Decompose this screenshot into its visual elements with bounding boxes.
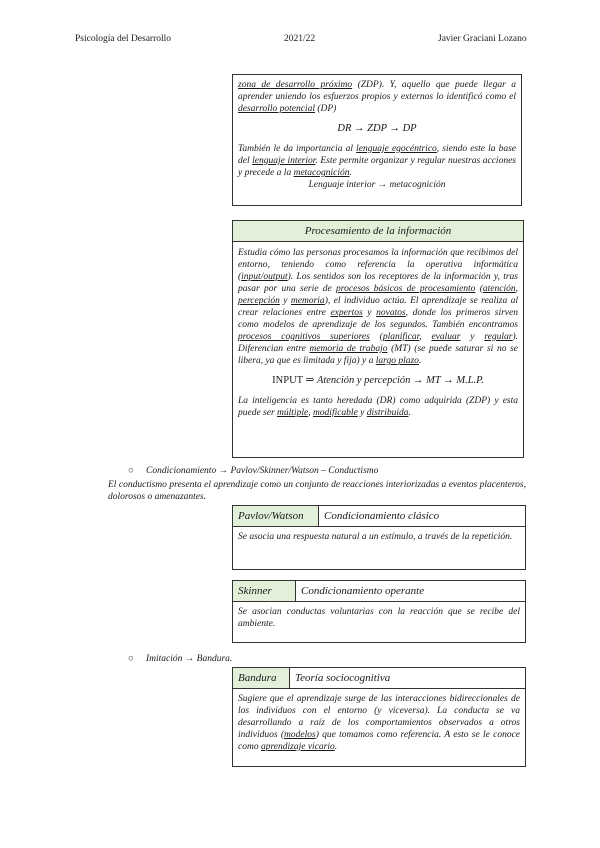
skinner-box bbox=[232, 580, 526, 643]
skinner-header bbox=[233, 581, 525, 602]
formula-text: Atención y percepción → MT → M.L.P. bbox=[316, 375, 484, 386]
pavlov-concept: Condicionamiento clásico bbox=[324, 510, 440, 522]
bullet-text: Condicionamiento → Pavlov/Skinner/Watson – Conductismo bbox=[146, 466, 379, 476]
bullet-circle-icon: ○ bbox=[128, 654, 134, 664]
term: memoria de trabajo bbox=[309, 344, 388, 354]
bandura-description bbox=[233, 689, 525, 757]
text: . bbox=[408, 408, 411, 418]
bandura-concept: Teoría sociocognitiva bbox=[295, 672, 391, 684]
text: ), el individuo actúa. El aprendizaje se realiza al crear relaciones entre bbox=[238, 296, 519, 318]
text: y bbox=[362, 308, 377, 318]
lenguaje-interior-term: lenguaje interior bbox=[252, 156, 316, 166]
skinner-concept: Condicionamiento operante bbox=[301, 585, 425, 597]
text: y bbox=[357, 408, 367, 418]
term: percepción bbox=[238, 296, 280, 306]
bullet-condicionamiento bbox=[128, 466, 378, 476]
zdp-box bbox=[232, 74, 522, 206]
text: y bbox=[279, 296, 291, 306]
term: modificable bbox=[312, 408, 358, 418]
term: atención bbox=[482, 284, 516, 294]
term: procesos cognitivos superiores bbox=[238, 332, 370, 342]
zdp-text-4: (DP) bbox=[314, 104, 337, 114]
text: , bbox=[515, 284, 518, 294]
info-paragraph-1 bbox=[238, 247, 518, 367]
term: expertos bbox=[330, 308, 363, 318]
dp-term: desarrollo potencial bbox=[238, 104, 315, 114]
input-label: INPUT ⇒ bbox=[272, 375, 317, 386]
text: , donde los primeros sirven como modelos de aprendizaje de los segundos. También encontramos bbox=[238, 308, 518, 330]
text: y bbox=[460, 332, 485, 342]
term: aprendizaje vicario bbox=[260, 742, 335, 752]
info-box-title: Procesamiento de la información bbox=[233, 221, 523, 242]
info-processing-box bbox=[232, 220, 524, 458]
skinner-name: Skinner bbox=[233, 581, 296, 601]
pavlov-description: Se asocia una respuesta natural a un estímulo, a través de la repetición. bbox=[238, 532, 513, 542]
pavlov-box bbox=[232, 505, 526, 570]
text: También le da importancia al bbox=[238, 144, 357, 154]
zdp-last-line: Lenguaje interior → metacognición bbox=[308, 180, 446, 190]
term: distribuida bbox=[366, 408, 409, 418]
text: . Este permite organizar y regular nuestras acciones y precede a la bbox=[238, 156, 516, 178]
text: . bbox=[334, 742, 338, 752]
header-center: 2021/22 bbox=[284, 34, 316, 44]
term: modelos bbox=[284, 730, 316, 740]
pavlov-name: Pavlov/Watson bbox=[233, 506, 319, 526]
skinner-description: Se asocian conductas voluntarias con la reacción que se recibe del ambiente. bbox=[238, 607, 520, 629]
term: memoria bbox=[290, 296, 325, 306]
zdp-paragraph-2 bbox=[238, 143, 516, 179]
term: input/output bbox=[241, 272, 288, 282]
term: múltiple bbox=[277, 408, 309, 418]
term: largo plazo bbox=[375, 356, 419, 366]
bandura-name: Bandura bbox=[233, 668, 290, 688]
pavlov-header bbox=[233, 506, 525, 527]
zdp-text-2: a aprender uniendo los esfuerzos propios y externos lo bbox=[238, 80, 517, 102]
text: ). Los sentidos son los receptores de la información y, tras pasar por una serie de bbox=[238, 272, 518, 294]
zdp-term: zona de desarrollo próximo bbox=[238, 80, 353, 90]
conductismo-paragraph: El conductismo presenta el aprendizaje como un conjunto de reacciones interiorizadas a eventos placenteros, dolorosos o amenazantes. bbox=[108, 480, 526, 502]
text: ) que tomamos como referencia. A esto se le conoce como bbox=[238, 730, 520, 752]
info-formula bbox=[238, 375, 518, 387]
term: planificar bbox=[382, 332, 420, 342]
bullet-imitacion bbox=[128, 654, 232, 664]
text: , siendo este la base del bbox=[238, 144, 516, 166]
text: ( bbox=[369, 332, 383, 342]
metacognicion-term: metacognición bbox=[293, 168, 350, 178]
zdp-formula: DR → ZDP → DP bbox=[337, 123, 417, 134]
zdp-paragraph-1 bbox=[238, 79, 516, 115]
text: . bbox=[418, 356, 422, 366]
text: , bbox=[308, 408, 313, 418]
text: (MT) (se puede saturar si no se libera, ya que es limitada y fija) y a bbox=[238, 344, 519, 366]
header-right: Javier Graciani Lozano bbox=[438, 34, 527, 44]
term: regular bbox=[484, 332, 513, 342]
text: Sugiere que el aprendizaje surge de las interacciones bidireccionales de los individuos con el entorno (y viceversa). La conducta se va desarrollando a raíz de los comportamientos observados a otros individuos ( bbox=[238, 694, 520, 740]
bandura-box bbox=[232, 667, 526, 767]
bullet-circle-icon: ○ bbox=[128, 466, 134, 476]
bandura-header bbox=[233, 668, 525, 689]
zdp-text-3: identificó como el bbox=[446, 92, 516, 102]
lenguaje-egocentrico-term: lenguaje egocéntrico bbox=[356, 144, 437, 154]
term: novatos bbox=[376, 308, 406, 318]
term: procesos básicos de procesamiento bbox=[336, 284, 476, 294]
term: evaluar bbox=[431, 332, 461, 342]
text: . bbox=[349, 168, 352, 178]
text: La inteligencia es tanto heredada (DR) como adquirida (ZDP) y esta puede ser bbox=[238, 396, 518, 418]
text: , bbox=[419, 332, 432, 342]
bullet-text: Imitación → Bandura. bbox=[146, 654, 233, 664]
header-left: Psicología del Desarrollo bbox=[75, 34, 172, 44]
zdp-text: (ZDP). Y, aquello que puede llegar bbox=[352, 80, 506, 90]
info-paragraph-2 bbox=[238, 395, 518, 419]
text: Estudia cómo las personas procesamos la información que recibimos del entorno, teniendo como referencia la operativa informática ( bbox=[238, 248, 518, 282]
text: ). Diferencian entre bbox=[238, 332, 519, 354]
text: ( bbox=[475, 284, 483, 294]
